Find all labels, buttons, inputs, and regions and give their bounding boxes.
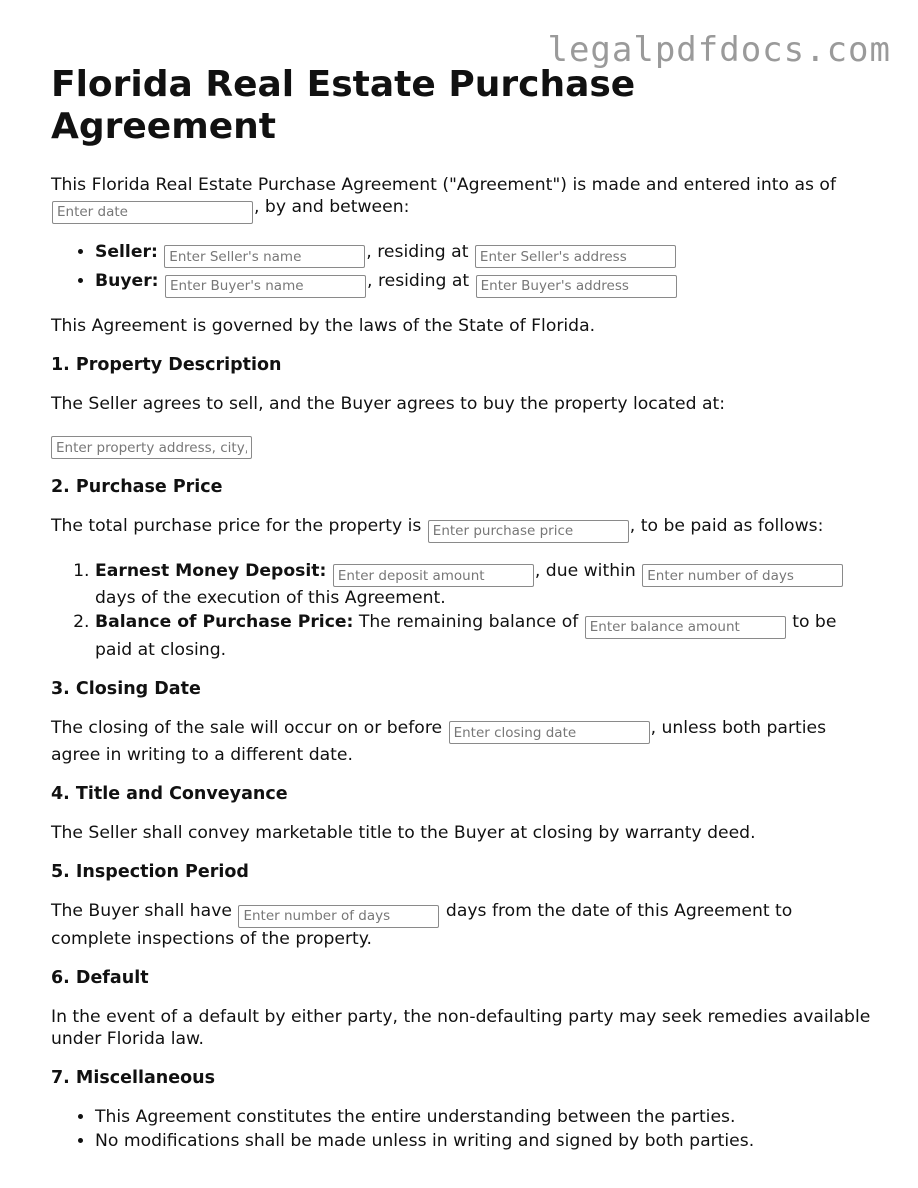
section-heading-title: 4. Title and Conveyance	[51, 784, 288, 804]
closing-text-after: , unless both parties agree in writing to a different date.	[51, 717, 827, 765]
closing-date-input[interactable]	[449, 721, 650, 744]
closing-paragraph	[51, 717, 871, 767]
inspection-text: The Buyer shall have	[51, 901, 232, 921]
page-title: Florida Real Estate Purchase Agreement	[51, 64, 636, 147]
buyer-residing-text: , residing at	[367, 271, 470, 291]
miscellaneous-list	[51, 1106, 871, 1152]
list-item: • This Agreement constitutes the entire understanding between the parties.	[95, 1106, 871, 1128]
seller-item	[95, 241, 871, 269]
inspection-text-after: days from the date of this Agreement to complete inspections of the property.	[51, 901, 793, 949]
property-text: The Seller agrees to sell, and the Buyer agrees to buy the property located at:	[51, 393, 726, 414]
inspection-paragraph	[51, 900, 871, 950]
purchase-price-input[interactable]	[428, 520, 629, 543]
watermark-text: legalpdfdocs.com	[547, 30, 891, 70]
section-heading-miscellaneous: 7. Miscellaneous	[51, 1067, 216, 1088]
inspection-days-input[interactable]	[238, 905, 439, 928]
payment-list	[51, 560, 871, 661]
balance-label: Balance of Purchase Price:	[95, 612, 354, 632]
price-text: The total purchase price for the property is	[51, 516, 422, 536]
default-text: In the event of a default by either party, the non-defaulting party may seek remedies available under Florida law.	[51, 1006, 871, 1049]
intro-paragraph	[51, 174, 871, 224]
buyer-item	[95, 270, 871, 298]
earnest-money-item	[95, 560, 871, 610]
property-address-input[interactable]	[51, 436, 252, 459]
deposit-amount-input[interactable]	[333, 564, 534, 587]
intro-text: This Florida Real Estate Purchase Agreement ("Agreement") is made and entered into as of	[51, 175, 836, 195]
section-heading-price: 2. Purchase Price	[51, 477, 223, 497]
price-text-after: , to be paid as follows:	[629, 516, 824, 536]
seller-address-input[interactable]	[475, 245, 676, 268]
agreement-document	[51, 64, 871, 1169]
seller-residing-text: , residing at	[366, 241, 469, 262]
buyer-address-input[interactable]	[476, 275, 677, 298]
earnest-due-text: , due within	[534, 560, 636, 581]
parties-list	[51, 241, 871, 298]
balance-amount-input[interactable]	[585, 616, 786, 639]
balance-item	[95, 611, 871, 661]
section-heading-property: 1. Property Description	[51, 354, 282, 375]
seller-label: Seller:	[95, 241, 158, 262]
earnest-money-label: Earnest Money Deposit:	[95, 560, 327, 581]
list-item: • No modifications shall be made unless in writing and signed by both parties.	[95, 1130, 871, 1152]
title-conveyance-text: The Seller shall convey marketable title to the Buyer at closing by warranty deed.	[51, 823, 756, 843]
earnest-end-text: days of the execution of this Agreement.	[95, 588, 446, 608]
closing-text: The closing of the sale will occur on or before	[51, 717, 443, 738]
section-heading-default: 6. Default	[51, 967, 149, 988]
balance-end-text: to be paid at closing.	[95, 612, 837, 660]
agreement-date-input[interactable]	[52, 201, 253, 224]
governing-law-text: This Agreement is governed by the laws of the State of Florida.	[51, 315, 596, 336]
section-heading-inspection: 5. Inspection Period	[51, 862, 249, 882]
price-paragraph	[51, 515, 871, 543]
buyer-label: Buyer:	[95, 271, 159, 291]
seller-name-input[interactable]	[164, 245, 365, 268]
intro-text-after: , by and between:	[254, 197, 410, 217]
deposit-days-input[interactable]	[642, 564, 843, 587]
property-address-row	[51, 432, 871, 460]
balance-text: The remaining balance of	[358, 612, 579, 632]
section-heading-closing: 3. Closing Date	[51, 678, 201, 699]
buyer-name-input[interactable]	[165, 275, 366, 298]
